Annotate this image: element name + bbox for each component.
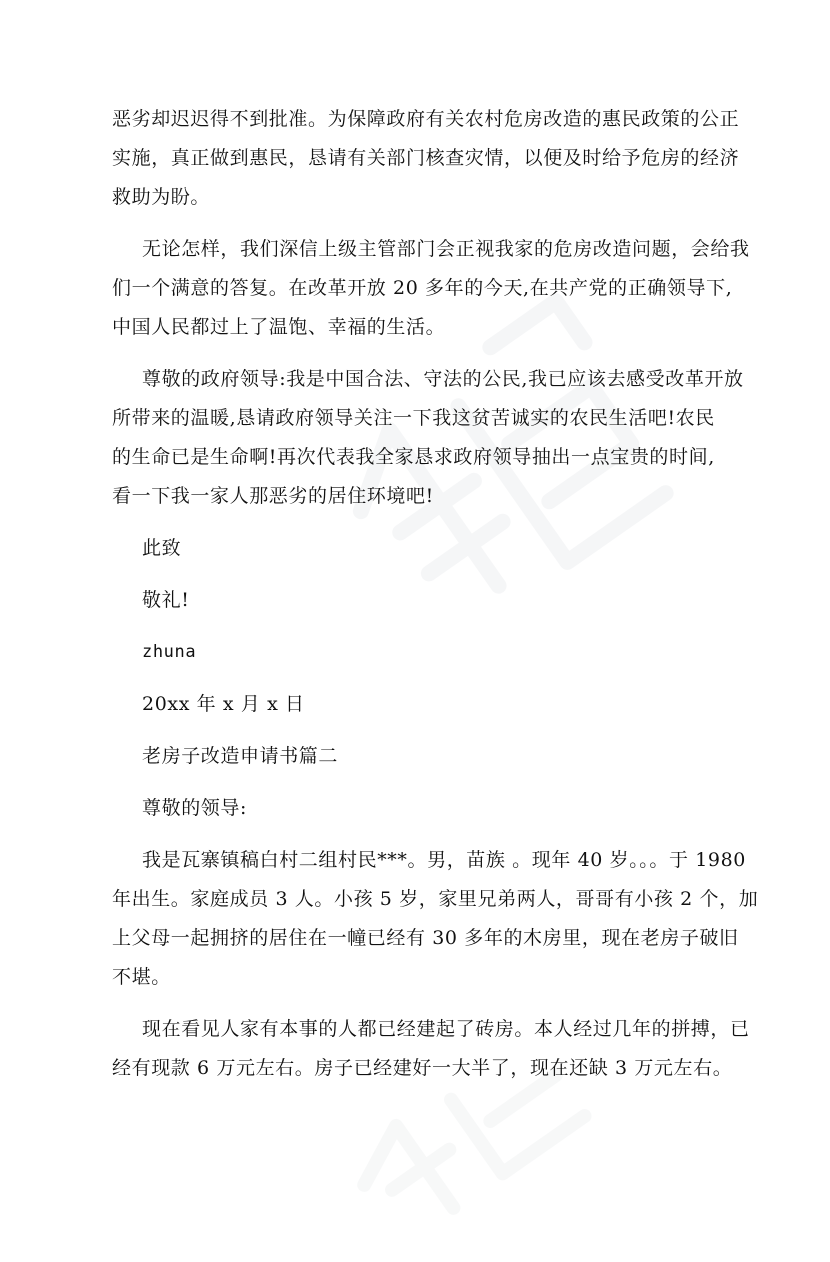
closing-salutation: 此致 [142,537,182,559]
document-body [112,100,759,1088]
text-line: 所带来的温暖,恳请政府领导关注一下我这贫苦诚实的农民生活吧!农民 [112,407,715,429]
greeting: 尊敬的领导: [142,797,248,819]
text-line: 无论怎样，我们深信上级主管部门会正视我家的危房改造问题，会给我 [142,238,750,260]
text-line: 我是瓦寨镇稿白村二组村民***。男，苗族 。现年 40 岁。。。于 1980 [142,849,746,871]
paragraph-5 [112,1010,750,1088]
text-line: 实施，真正做到惠民，恳请有关部门核查灾情，以便及时给予危房的经济 [112,147,740,169]
text-line: 看一下我一家人那恶劣的居住环境吧! [112,485,434,507]
text-line: 恶劣却迟迟得不到批准。为保障政府有关农村危房改造的惠民政策的公正 [112,108,740,130]
text-line: 上父母一起拥挤的居住在一幢已经有 30 多年的木房里，现在老房子破旧 [112,927,739,949]
paragraph-4 [112,841,759,997]
text-line: 们一个满意的答复。在改革开放 20 多年的今天,在共产党的正确领导下, [112,277,733,299]
text-line: 不堪。 [112,966,171,988]
text-line: 经有现款 6 万元左右。房子已经建好一大半了，现在还缺 3 万元左右。 [112,1057,733,1079]
text-line: 的生命已是生命啊!再次代表我全家恳求政府领导抽出一点宝贵的时间, [112,446,715,468]
text-line: 现在看见人家有本事的人都已经建起了砖房。本人经过几年的拼搏，已 [142,1018,750,1040]
signature-name: zhuna [142,642,197,662]
paragraph-3 [112,360,744,516]
text-line: 救助为盼。 [112,186,211,208]
text-line: 中国人民都过上了温饱、幸福的生活。 [112,316,446,338]
signature-date: 20xx 年 x 月 x 日 [142,693,305,715]
closing-respect: 敬礼! [142,589,190,611]
paragraph-1 [112,100,740,217]
section-title: 老房子改造申请书篇二 [142,745,339,767]
text-line: 尊敬的政府领导:我是中国合法、守法的公民,我已应该去感受改革开放 [142,368,744,390]
text-line: 年出生。家庭成员 3 人。小孩 5 岁，家里兄弟两人，哥哥有小孩 2 个，加 [112,888,759,910]
paragraph-2 [112,230,750,347]
